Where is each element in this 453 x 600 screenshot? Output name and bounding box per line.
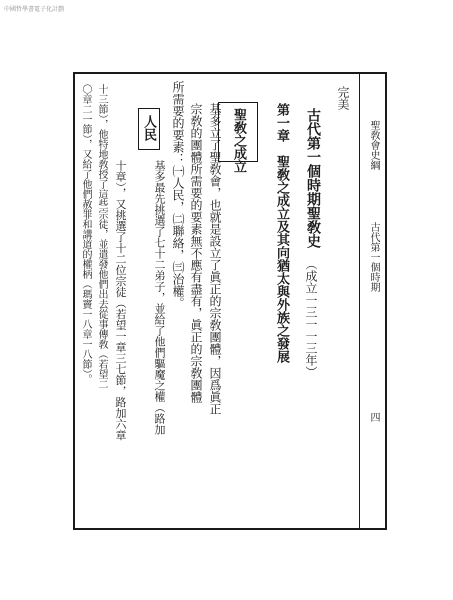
sidebar-note-people: 人民 — [141, 115, 156, 141]
end-mark: 完美 — [336, 86, 350, 110]
body-column-6: 十三節），他特地敎授了這些宗徒，並遣發他們出去從事傳敎（若望二 — [96, 84, 107, 389]
page-number: 四 — [368, 412, 379, 422]
body-column-5: 十章），又挑選了十二位宗徒（若望一章三七節，路加六章 — [114, 160, 127, 441]
body-column-4: 基多最先挑選了七十二弟子，並給了他們驅魔之權（路加 — [153, 160, 166, 435]
period-title: 古代第一個時期聖敎史 — [305, 108, 321, 248]
body-column-7: 〇章二一節），又給了他們赦罪和講道的權柄（瑪竇一八章一八節）。 — [80, 84, 91, 384]
sidebar-note-founding: 聖敎之成立 — [231, 108, 246, 173]
body-column-3: 所需要的要素：㈠人民，㈡聯絡，㈢治權。 — [171, 81, 185, 309]
body-column-2: 宗敎的團體所需要的要素無不應有盡有，眞正的宗敎團體 — [189, 103, 203, 403]
watermark-text: 中國哲學書電子化計劃 — [4, 6, 65, 13]
book-title: 聖敎會史綱 — [368, 120, 379, 170]
chapter-title: 第一章 聖敎之成立及其向猶太與外族之發展 — [274, 103, 289, 363]
period-range: （成立一三一一三年） — [304, 258, 318, 378]
body-column-1: 基多立了聖敎會，也就是設立了眞正的宗敎團體，因爲眞正 — [208, 103, 222, 415]
section-label: 古代第一個時期 — [368, 222, 379, 292]
margin-divider — [359, 72, 360, 530]
